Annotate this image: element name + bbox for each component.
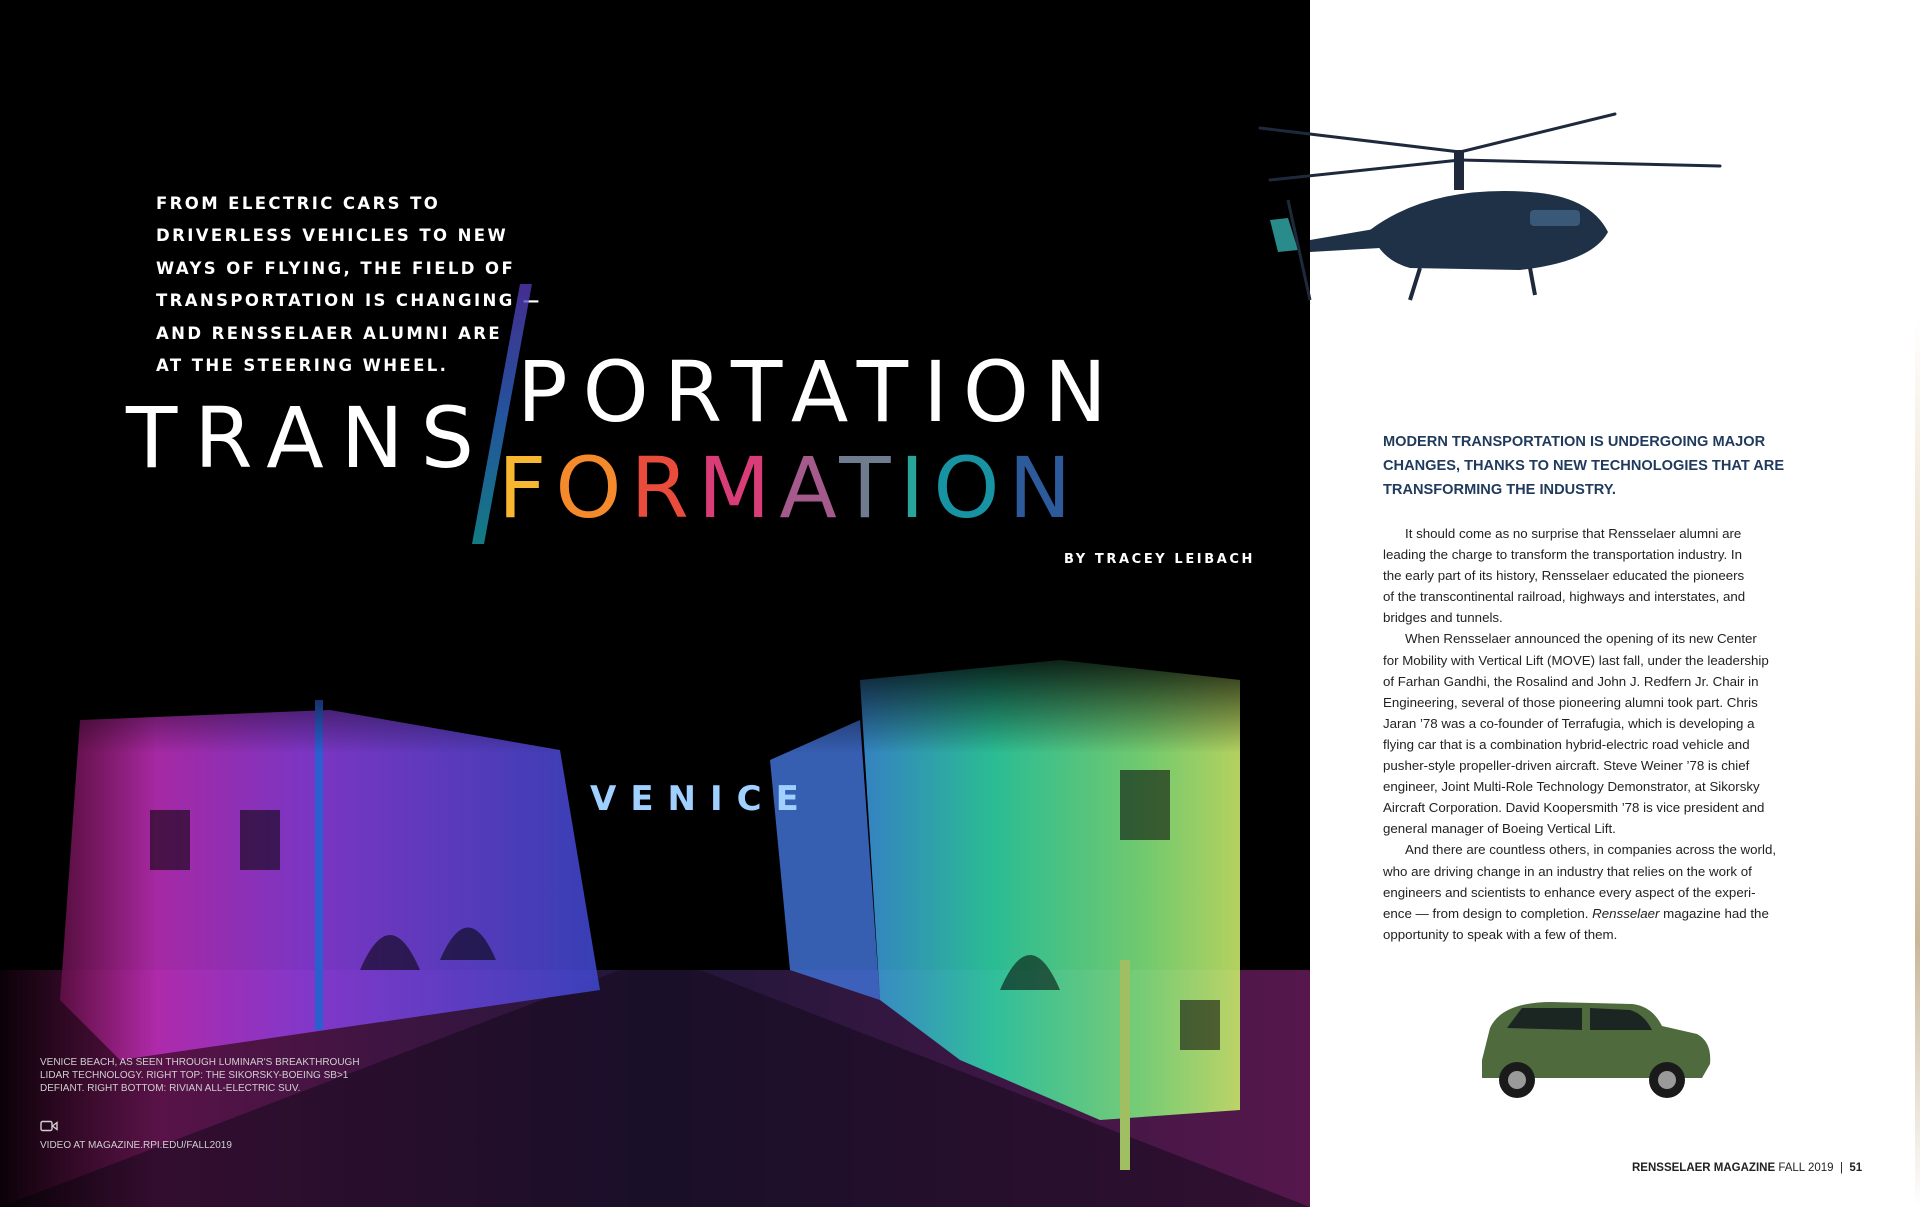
body-line: of the transcontinental railroad, highways and interstates, and [1383,589,1746,605]
body-text: ence — from design to completion. [1383,905,1589,921]
body-line: flying car that is a combination hybrid-electric road vehicle and [1383,736,1750,752]
title-letter: O [933,439,1009,537]
body-line: of Farhan Gandhi, the Rosalind and John J. Redfern Jr. Chair in [1383,673,1759,689]
body-line: engineer, Joint Multi-Role Technology Demonstrator, at Sikorsky [1383,779,1760,795]
intro-line: AT THE STEERING WHEEL. [156,356,449,376]
helicopter-photo [1230,100,1730,330]
body-line: general manager of Boeing Vertical Lift. [1383,821,1616,837]
body-line [1383,903,1793,924]
title-letter: A [779,439,840,537]
title-letter: I [899,439,934,537]
video-link[interactable]: VIDEO AT MAGAZINE.RPI.EDU/FALL2019 [40,1140,232,1151]
title-letter: N [1008,439,1081,537]
next-page-edge [1915,318,1920,1207]
footer-issue: FALL 2019 [1778,1162,1834,1174]
title-letter: F [498,439,556,537]
title-letter: R [630,439,698,537]
title-letter: O [555,439,631,537]
footer-separator: | [1839,1162,1843,1174]
photo-caption: VENICE BEACH, AS SEEN THROUGH LUMINAR'S BREAKTHROUGH LIDAR TECHNOLOGY. RIGHT TOP: THE SIKORSKY-BOEING SB>1 DEFIANT. RIGHT BOTTOM: RIVIAN ALL-ELECTRIC SUV. [40,1057,360,1094]
title-letter: M [697,439,780,537]
page-number: 51 [1849,1162,1863,1174]
body-line: Jaran ’78 was a co-founder of Terrafugia, which is developing a [1383,715,1755,731]
body-line: Aircraft Corporation. David Koopersmith ’78 is vice president and [1383,800,1765,816]
intro-line: WAYS OF FLYING, THE FIELD OF [156,258,516,278]
title-letter: T [839,439,900,537]
body-line: who are driving change in an industry that relies on the work of [1383,863,1752,879]
body-line: When Rensselaer announced the opening of its new Center [1405,631,1757,647]
body-line: And there are countless others, in companies across the world, [1405,842,1777,858]
body-text: magazine had the [1659,905,1769,921]
intro-line: DRIVERLESS VEHICLES TO NEW [156,226,509,246]
title-trans: TRANS [126,389,491,487]
lead-line: TRANSFORMING THE INDUSTRY. [1383,482,1616,498]
intro-line: AND RENSSELAER ALUMNI ARE [156,323,503,343]
page-footer [1632,1162,1862,1174]
magazine-name-italic: Rensselaer [1592,905,1660,921]
body-line: the early part of its history, Rensselaer educated the pioneers [1383,568,1745,584]
intro-line: FROM ELECTRIC CARS TO [156,194,441,213]
title-portation: PORTATION [517,343,1122,441]
body-line: for Mobility with Vertical Lift (MOVE) last fall, under the leadership [1383,652,1769,668]
lead-paragraph [1383,430,1813,502]
body-line: leading the charge to transform the transportation industry. In [1383,547,1742,563]
byline: BY TRACEY LEIBACH [1064,552,1256,567]
intro-line: TRANSPORTATION IS CHANGING — [156,291,542,311]
title-formation [498,439,1081,537]
body-line: engineers and scientists to enhance every aspect of the experi- [1383,884,1756,900]
footer-magazine: RENSSELAER MAGAZINE [1632,1162,1776,1174]
body-line: It should come as no surprise that Rensselaer alumni are [1405,526,1742,541]
body-line: bridges and tunnels. [1383,610,1503,626]
lead-line: CHANGES, THANKS TO NEW TECHNOLOGIES THAT ARE [1383,458,1785,474]
lidar-street-photo [0,640,1310,1207]
lead-line: MODERN TRANSPORTATION IS UNDERGOING MAJOR [1383,434,1766,450]
suv-photo [1462,990,1717,1100]
body-line: Engineering, several of those pioneering alumni took part. Chris [1383,694,1758,710]
intro-deck [156,188,542,382]
body-line: opportunity to speak with a few of them. [1383,926,1618,942]
body-line: pusher-style propeller-driven aircraft. Steve Weiner ’78 is chief [1383,758,1750,774]
video-camera-icon [40,1120,58,1132]
article-body [1383,523,1793,945]
